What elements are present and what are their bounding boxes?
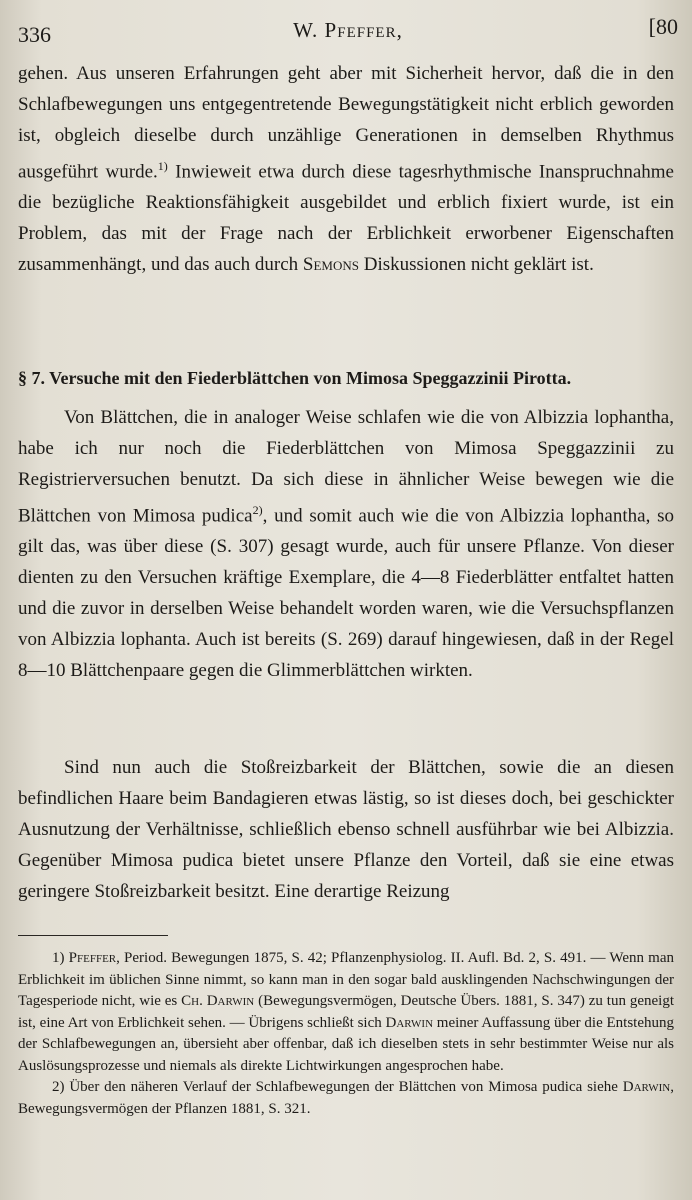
- footnote-ref-2: 2): [252, 503, 263, 517]
- footnote-ref-1: 1): [157, 159, 168, 173]
- footnote-1: [18, 948, 674, 1077]
- footnote-divider: [18, 935, 168, 936]
- footnote-1-name-ch-darwin: Ch. Darwin: [181, 993, 255, 1009]
- page-number: 336: [18, 22, 51, 47]
- footnote-2-name-darwin: Darwin: [622, 1079, 671, 1095]
- footnote-1-name-darwin: Darwin: [385, 1014, 434, 1031]
- sheet-number: [80: [648, 14, 678, 39]
- footnote-2-text-b: , Bewegungsvermögen der Pflanzen 1881, S. 321.: [18, 1079, 674, 1117]
- footnote-1-marker: 1): [52, 950, 69, 966]
- section-heading: § 7. Versuche mit den Fiederblättchen von Mimosa Speggazzinii Pirotta.: [18, 368, 572, 388]
- paragraph-1-text-a: gehen. Aus unseren Erfahrungen geht aber mit Sicherheit hervor, daß die in den Schlafbewegungen uns entgegentretende Bewegungstätigkeit nicht erblich geworden ist, obgleich dieselbe durch unzählige Generationen in demselben Rhythmus ausgeführt wurde.: [18, 63, 674, 183]
- running-head: W. Pfeffer,: [293, 18, 403, 42]
- footnote-1-text-b: (Bewegungsvermögen, Deutsche Übers. 1881, S. 347) zu tun geneigt ist, eine Art von Erblichkeit sehen. — Übrigens schließt sich: [18, 993, 674, 1031]
- footnote-2: [18, 1077, 674, 1120]
- footnote-1-text-a: , Period. Bewegungen 1875, S. 42; Pflanzenphysiolog. II. Aufl. Bd. 2, S. 491. — Wenn man Erblichkeit im üblichen Sinne nimmt, so kann man in den sogar bald ausklingenden Nachschwingungen der Tagesperiode nicht, wie es: [18, 950, 674, 1009]
- paragraph-2-text-b: , und somit auch wie die von Albizzia lophantha, so gilt das, was über diese (S. 307) gesagt wurde, auch für unsere Pflanze. Von dieser dienten zu den Versuchen kräftige Exemplare, die 4—8 Fiederblätter entfaltet hatten und die zuvor in derselben Weise behandelt worden waren, wie die Versuchspflanzen von Albizzia lophanta. Auch ist bereits (S. 269) darauf hingewiesen, daß in der Regel 8—10 Blättchenpaare gegen die Glimmerblättchen wirkten.: [18, 505, 675, 682]
- paragraph-1-text-c: Diskussionen nicht geklärt ist.: [359, 254, 594, 276]
- page-header: [18, 14, 678, 48]
- footnote-2-text-a: Über den näheren Verlauf der Schlafbewegungen der Blättchen von Mimosa pudica siehe: [69, 1079, 623, 1095]
- author-name-semons: Semons: [302, 254, 359, 276]
- footnotes: [18, 948, 674, 1120]
- paragraph-2-text-a: Von Blättchen, die in analoger Weise schlafen wie die von Albizzia lophantha, habe ich nur noch die Fiederblättchen von Mimosa Speggazzinii zu Registrierversuchen benutzt. Da sich diese in ähnlicher Weise bewegen wie die Blättchen von Mimosa pudica: [18, 407, 674, 527]
- paragraph-2: [18, 402, 674, 686]
- paragraph-3: Sind nun auch die Stoßreizbarkeit der Blättchen, sowie die an diesen befindlichen Haare beim Bandagieren etwas lästig, so ist dieses doch, bei geschickter Ausnutzung der Verhältnisse, schließlich ebenso schnell ausführbar wie bei Albizzia. Gegenüber Mimosa pudica bietet unsere Pflanze den Vorteil, daß sie eine etwas geringere Stoßreizbarkeit besitzt. Eine derartige Reizung: [18, 757, 674, 902]
- footnote-2-marker: 2): [52, 1079, 70, 1095]
- footnote-1-text-c: meiner Auffassung über die Entstehung der Schlafbewegungen an, übersieht aber offenbar, daß ich dieselben stets in sehr bestimmter Weise nur als Auslösungsprozesse und niemals als direkte Lichtwirkungen angesprochen habe.: [18, 1014, 674, 1074]
- paragraph-1-text-b: Inwieweit etwa durch diese tagesrhythmische Inanspruchnahme die bezügliche Reaktionsfähigkeit ausgebildet und erblich fixiert wurde, ist ein Problem, das mit der Frage nach der Erblichkeit erworbener Eigenschaften zusammenhängt, und das auch durch: [18, 161, 674, 276]
- paragraph-1: [18, 58, 674, 280]
- footnote-1-name-pfeffer: Pfeffer: [68, 950, 117, 966]
